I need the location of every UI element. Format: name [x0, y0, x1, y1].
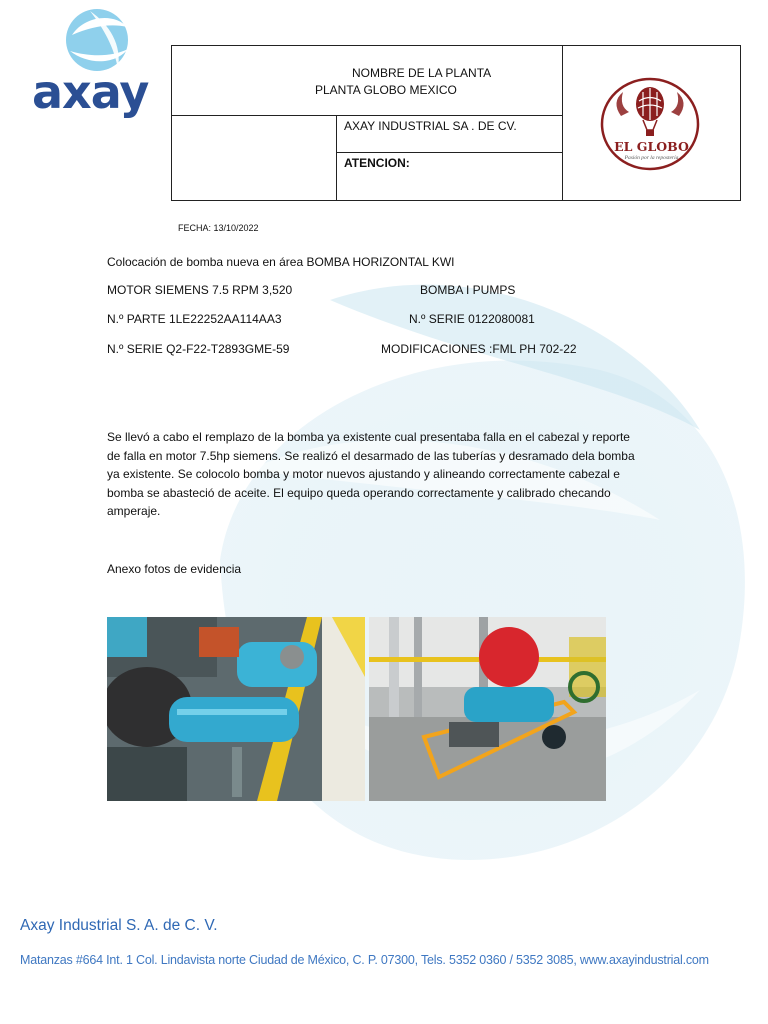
description-line: Se llevó a cabo el remplazo de la bomba ya existente cual presentaba falla en el cabezal y reporte: [107, 430, 630, 444]
footer-address: Matanzas #664 Int. 1 Col. Lindavista norte Ciudad de México, C. P. 07300, Tels. 5352 0360 / 5352 3085, www.axayindustrial.com: [20, 953, 709, 967]
pump-serial: N.º SERIE 0122080081: [409, 312, 535, 326]
attention-text: ATENCION:: [344, 156, 410, 170]
evidence-photo-2: [369, 617, 606, 801]
plant-label: NOMBRE DE LA PLANTA: [352, 66, 492, 80]
pump-info: BOMBA I PUMPS: [420, 283, 516, 297]
evidence-photo-1: [107, 617, 365, 801]
client-logo-tagline: Pasión por la repostería: [624, 155, 679, 161]
detail-line-1: Colocación de bomba nueva en área BOMBA HORIZONTAL KWI: [107, 255, 455, 269]
annex-label: Anexo fotos de evidencia: [107, 562, 242, 576]
modifications: MODIFICACIONES :FML PH 702-22: [381, 342, 577, 356]
axay-logo: [30, 5, 165, 125]
description-line: amperaje.: [107, 504, 161, 518]
date-cell: [172, 116, 337, 233]
client-logo-cell: [563, 46, 740, 201]
el-globo-logo: [563, 46, 740, 201]
company-cell: [337, 116, 563, 153]
date-text: FECHA: 13/10/2022: [178, 223, 259, 233]
description-line: de falla en motor 7.5hp siemens. Se realizó el desarmado de las tuberías y desramado dela bomba: [107, 448, 635, 463]
part-number: N.º PARTE 1LE22252AA114AA3: [107, 312, 282, 326]
plant-cell: [172, 46, 563, 116]
motor-serial: N.º SERIE Q2-F22-T2893GME-59: [107, 342, 290, 356]
description-paragraph: [107, 428, 667, 521]
motor-info: MOTOR SIEMENS 7.5 RPM 3,520: [107, 283, 293, 297]
logo-text: axay: [32, 65, 149, 119]
plant-name: PLANTA GLOBO MEXICO: [315, 83, 457, 97]
company-text: AXAY INDUSTRIAL SA . DE CV.: [344, 119, 517, 133]
footer-company: Axay Industrial S. A. de C. V.: [20, 917, 218, 934]
description-line: ya existente. Se colocolo bomba y motor nuevos ajustando y alineando correctamente cabezal e: [107, 467, 620, 481]
header-table: [171, 45, 741, 233]
description-line: bomba se abasteció de aceite. El equipo queda operando correctamente y calibrado checando: [107, 485, 611, 500]
attention-cell: [337, 153, 563, 201]
client-logo-text: EL GLOBO: [614, 139, 689, 154]
